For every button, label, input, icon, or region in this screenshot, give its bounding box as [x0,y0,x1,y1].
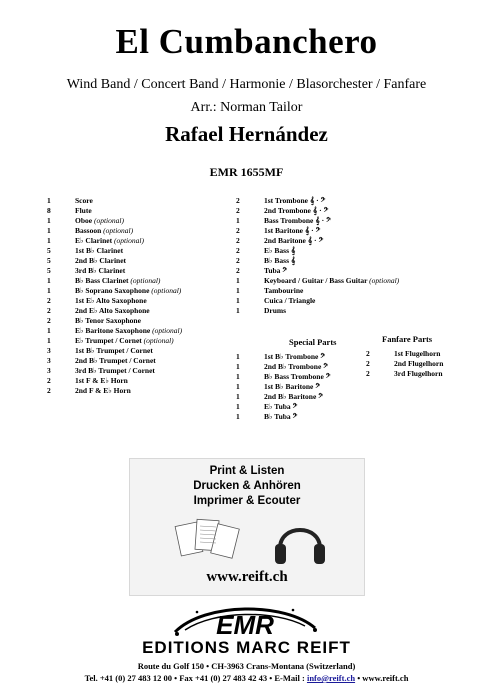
part-name [394,369,443,379]
part-quantity: 1 [236,412,240,421]
part-label: 1st Flugelhorn [394,349,441,358]
part-quantity: 2 [236,246,240,255]
special-part-row [236,392,366,402]
part-row [236,196,456,206]
part-label: 2nd F & E♭ Horn [75,386,131,395]
part-label: Flute [75,206,92,215]
part-label: Tambourine [264,286,304,295]
composer: Rafael Hernández [165,122,328,146]
fanfare-parts-list [366,349,476,379]
part-quantity: 5 [47,256,51,265]
part-label: 1st B♭ Clarinet [75,246,124,255]
part-name [264,266,287,276]
email-link[interactable]: info@reift.ch [306,673,356,683]
part-label: B♭ Bass Trombone 𝄢 [264,372,331,381]
part-quantity: 8 [47,206,51,215]
publisher-contact [0,673,493,683]
part-note: (optional) [143,336,174,345]
part-name [75,246,123,256]
contact-phone-fax: Tel. +41 (0) 27 483 12 00 • Fax +41 (0) 27 483 42 43 • E-Mail : [84,673,307,683]
fanfare-part-row [366,369,476,379]
website-text: • www.reift.ch [355,673,409,683]
part-note: (optional) [103,226,134,235]
part-label: B♭ Bass 𝄞 [264,256,296,265]
part-note: (optional) [130,276,161,285]
part-label: 1st E♭ Alto Saxophone [75,296,147,305]
part-label: 2nd Trombone 𝄞 · 𝄢 [264,206,329,215]
part-name [75,356,156,366]
part-name [75,346,153,356]
part-row [47,376,237,386]
part-label: E♭ Baritone Saxophone [75,326,153,335]
part-note: (optional) [113,236,144,245]
part-row [47,266,237,276]
special-part-row [236,362,366,372]
part-row [47,296,237,306]
promo-line-imprimer: Imprimer & Ecouter [193,495,301,507]
part-row [47,226,237,236]
part-label: 2nd B♭ Baritone 𝄢 [264,392,323,401]
part-note: (optional) [93,216,124,225]
promo-url-link[interactable]: www.reift.ch [206,569,288,585]
fanfare-parts-header: Fanfare Parts [382,334,433,344]
part-row [236,286,456,296]
part-name [264,306,286,316]
part-label: 3rd Flugelhorn [394,369,443,378]
part-label: 2nd E♭ Alto Saxophone [75,306,150,315]
print-listen-banner[interactable] [129,458,365,596]
part-name [264,206,328,216]
part-quantity: 1 [236,402,240,411]
part-row [236,236,456,246]
part-label: E♭ Trumpet / Cornet [75,336,144,345]
part-row [236,306,456,316]
page-title: El Cumbanchero [115,22,378,61]
part-quantity: 5 [47,246,51,255]
part-label: Score [75,196,93,205]
part-quantity: 1 [236,306,240,315]
emr-logo-mark: EMR [216,610,274,640]
part-name [75,276,160,286]
part-label: 3rd B♭ Clarinet [75,266,126,275]
part-quantity: 1 [47,236,51,245]
part-label: B♭ Bass Clarinet [75,276,131,285]
part-name [75,376,128,386]
part-quantity: 2 [236,196,240,205]
part-name [75,296,147,306]
part-name [75,286,181,296]
part-row [47,306,237,316]
part-quantity: 5 [47,266,51,275]
part-quantity: 2 [366,359,370,368]
part-quantity: 1 [47,226,51,235]
part-row [47,316,237,326]
parts-list-left [47,196,237,396]
part-name [264,392,323,402]
part-quantity: 1 [236,286,240,295]
part-quantity: 2 [236,226,240,235]
special-parts-header: Special Parts [289,337,337,347]
part-label: E♭ Tuba 𝄢 [264,402,298,411]
part-name [75,206,92,216]
part-name [264,352,325,362]
part-name [264,256,295,266]
part-name [264,362,328,372]
part-name [264,236,323,246]
part-quantity: 1 [236,362,240,371]
part-label: 2nd B♭ Trumpet / Cornet [75,356,156,365]
part-label: Bassoon [75,226,104,235]
part-name [264,246,295,256]
part-name [75,216,124,226]
special-part-row [236,382,366,392]
part-label: E♭ Clarinet [75,236,114,245]
part-name [264,402,297,412]
part-quantity: 1 [236,352,240,361]
part-name [264,196,325,206]
part-label: Oboe [75,216,94,225]
part-label: Keyboard / Guitar / Bass Guitar [264,276,370,285]
special-part-row [236,402,366,412]
part-quantity: 1 [236,372,240,381]
part-label: B♭ Tenor Saxophone [75,316,141,325]
part-quantity: 2 [236,256,240,265]
part-quantity: 1 [47,276,51,285]
part-row [47,346,237,356]
part-name [75,196,93,206]
part-name [75,306,150,316]
part-label: 3rd B♭ Trumpet / Cornet [75,366,155,375]
part-note: (optional) [151,286,182,295]
part-quantity: 1 [47,216,51,225]
publisher-address: Route du Golf 150 • CH-3963 Crans-Montana (Switzerland) [137,661,356,671]
part-name [264,216,331,226]
special-part-row [236,372,366,382]
part-quantity: 1 [47,196,51,205]
part-quantity: 2 [366,369,370,378]
part-label: Tuba 𝄢 [264,266,288,275]
promo-line-drucken: Drucken & Anhören [193,480,301,492]
part-quantity: 2 [47,376,51,385]
publisher-name: EDITIONS MARC REIFT [142,638,351,657]
part-quantity: 2 [366,349,370,358]
part-row [47,336,237,346]
special-part-row [236,352,366,362]
part-quantity: 1 [47,326,51,335]
special-part-row [236,412,366,422]
part-row [47,236,237,246]
part-quantity: 1 [47,286,51,295]
part-row [47,286,237,296]
part-quantity: 2 [236,206,240,215]
part-row [47,326,237,336]
part-row [47,366,237,376]
part-label: 1st Trombone 𝄞 · 𝄢 [264,196,326,205]
part-label: Cuica / Triangle [264,296,316,305]
arranger: Arr.: Norman Tailor [190,100,303,115]
part-name [75,326,182,336]
part-quantity: 1 [236,216,240,225]
part-row [47,196,237,206]
part-row [236,296,456,306]
part-row [236,206,456,216]
promo-line-print: Print & Listen [209,465,285,477]
part-row [47,246,237,256]
part-row [47,276,237,286]
part-row [47,256,237,266]
special-parts-list [236,352,366,422]
part-quantity: 2 [47,386,51,395]
part-name [75,386,131,396]
part-name [75,256,126,266]
part-row [47,216,237,226]
fanfare-part-row [366,349,476,359]
part-name [264,276,399,286]
part-name [394,359,443,369]
part-name [75,266,125,276]
part-note: (optional) [152,326,183,335]
part-name [264,296,315,306]
sheet-music-icon [174,514,244,566]
part-name [264,286,303,296]
part-quantity: 3 [47,366,51,375]
part-quantity: 1 [236,382,240,391]
part-label: 1st B♭ Trombone 𝄢 [264,352,326,361]
part-name [75,226,133,236]
part-quantity: 1 [47,336,51,345]
part-label: 2nd Baritone 𝄞 · 𝄢 [264,236,324,245]
part-row [236,216,456,226]
part-row [47,356,237,366]
part-quantity: 1 [236,276,240,285]
part-label: 2nd B♭ Clarinet [75,256,127,265]
catalog-number: EMR 1655MF [209,165,284,179]
part-quantity: 1 [236,296,240,305]
part-quantity: 2 [47,316,51,325]
part-row [236,276,456,286]
part-name [264,226,320,236]
part-row [236,246,456,256]
part-name [75,366,155,376]
part-name [75,236,144,246]
part-name [75,336,174,346]
part-label: Drums [264,306,287,315]
ensemble-subtitle: Wind Band / Concert Band / Harmonie / Blasorchester / Fanfare [66,77,427,92]
part-quantity: 2 [47,306,51,315]
part-row [236,266,456,276]
part-label: 2nd B♭ Trombone 𝄢 [264,362,329,371]
part-label: 1st F & E♭ Horn [75,376,128,385]
part-name [264,382,320,392]
part-quantity: 3 [47,356,51,365]
part-name [75,316,141,326]
part-quantity: 1 [236,392,240,401]
part-label: 2nd Flugelhorn [394,359,444,368]
part-label: 1st B♭ Trumpet / Cornet [75,346,153,355]
part-label: Bass Trombone 𝄞 · 𝄢 [264,216,331,225]
part-name [264,372,331,382]
part-label: 1st B♭ Baritone 𝄢 [264,382,321,391]
headphones-icon [270,514,330,569]
part-quantity: 2 [236,236,240,245]
part-label: 1st Baritone 𝄞 · 𝄢 [264,226,321,235]
part-name [394,349,440,359]
part-quantity: 3 [47,346,51,355]
emr-logo [165,600,325,640]
part-name [264,412,297,422]
part-row [236,226,456,236]
part-quantity: 2 [236,266,240,275]
fanfare-part-row [366,359,476,369]
part-label: B♭ Tuba 𝄢 [264,412,298,421]
part-row [47,206,237,216]
part-label: B♭ Soprano Saxophone [75,286,152,295]
part-row [47,386,237,396]
part-row [236,256,456,266]
part-quantity: 2 [47,296,51,305]
part-note: (optional) [369,276,400,285]
parts-list-right [236,196,456,316]
part-label: E♭ Bass 𝄞 [264,246,296,255]
